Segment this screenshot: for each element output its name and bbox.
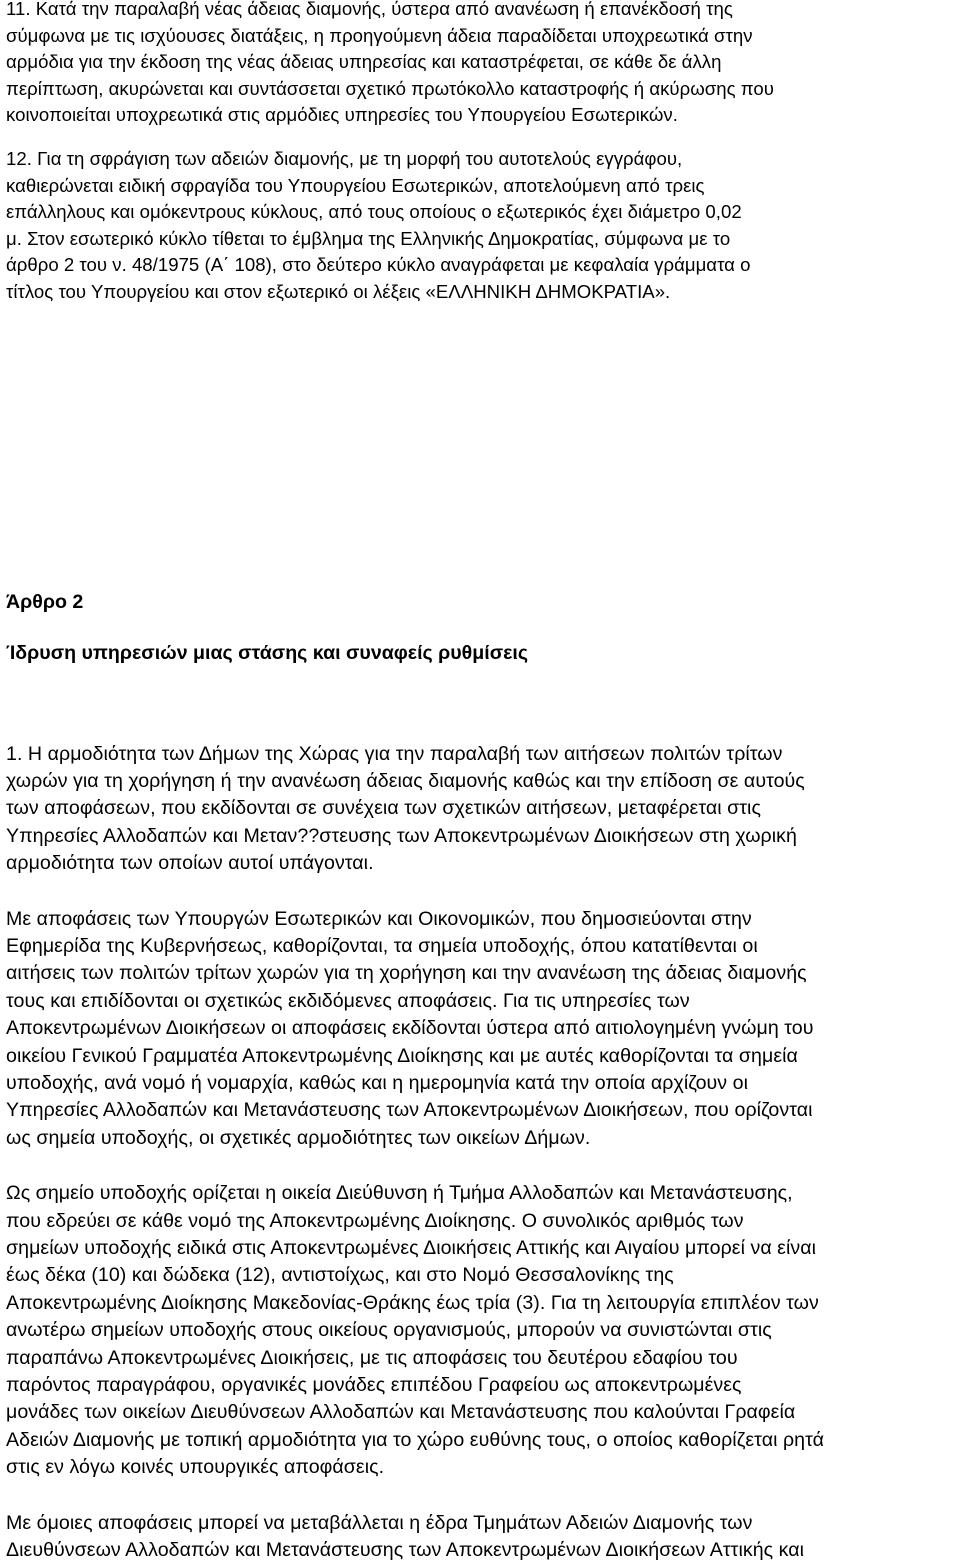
document-page — [6, 0, 952, 1565]
article-subtitle: Ίδρυση υπηρεσιών μιας στάσης και συναφείς ρυθμίσεις — [6, 641, 529, 664]
article-paragraph-4: Με όμοιες αποφάσεις μπορεί να μεταβάλλεται η έδρα Τμημάτων Αδειών Διαμονής των Διευθύνσεων Αλλοδαπών και Μετανάστευσης των Αποκεντρωμένων Διοικήσεων Αττικής και — [6, 1511, 805, 1562]
article-paragraph-2: Με αποφάσεις των Υπουργών Εσωτερικών και Οικονομικών, που δημοσιεύονται στην Εφημερίδα της Κυβερνήσεως, καθορίζονται, τα σημεία υποδοχής, όπου κατατίθενται οι αιτήσεις των πολιτών τρίτων χωρών για τη χορήγηση και την ανανέωση της άδειας διαμονής τους και επιδίδονται οι σχετικώς εκδιδόμενες αποφάσεις. Για τις υπηρεσίες των Αποκεντρωμένων Διοικήσεων οι αποφάσεις εκδίδονται ύστερα από αιτιολογημένη γνώμη του οικείου Γενικού Γραμματέα Αποκεντρωμένης Διοίκησης και με αυτές καθορίζονται τα σημεία υποδοχής, ανά νομό ή νομαρχία, καθώς και η ημερομηνία κατά την οποία αρχίζουν οι Υπηρεσίες Αλλοδαπών και Μετανάστευσης των Αποκεντρωμένων Διοικήσεων, που ορίζονται ως σημεία υποδοχής, οι σχετικές αρμοδιότητες των οικείων Δήμων. — [6, 907, 814, 1149]
paragraph-11: 11. Κατά την παραλαβή νέας άδειας διαμονής, ύστερα από ανανέωση ή επανέκδοσή της σύμφωνα με τις ισχύουσες διατάξεις, η προηγούμενη άδεια παραδίδεται υποχρεωτικά στην αρμόδια για την έκδοση της νέας άδειας υπηρεσίας και καταστρέφεται, σε κάθε δε άλλη περίπτωση, ακυρώνεται και συντάσσεται σχετικό πρωτόκολλο καταστροφής ή ακύρωσης που κοινοποιείται υποχρεωτικά στις αρμόδιες υπηρεσίες του Υπουργείου Εσωτερικών. — [6, 0, 774, 126]
paragraph-12: 12. Για τη σφράγιση των αδειών διαμονής, με τη μορφή του αυτοτελούς εγγράφου, καθιερώνεται ειδική σφραγίδα του Υπουργείου Εσωτερικών, αποτελούμενη από τρεις επάλληλους και ομόκεντρους κύκλους, από τους οποίους ο εξωτερικός έχει διάμετρο 0,02 μ. Στον εσωτερικό κύκλο τίθεται το έμβλημα της Ελληνικής Δημοκρατίας, σύμφωνα με το άρθρο 2 του ν. 48/1975 (Α΄ 108), στο δεύτερο κύκλο αναγράφεται με κεφαλαία γράμματα ο τίτλος του Υπουργείου και στον εξωτερικό οι λέξεις «ΕΛΛΗΝΙΚΗ ΔΗΜΟΚΡΑΤΙΑ». — [6, 147, 751, 302]
article-paragraph-3: Ως σημείο υποδοχής ορίζεται η οικεία Διεύθυνση ή Τμήμα Αλλοδαπών και Μετανάστευσης, που εδρεύει σε κάθε νομό της Αποκεντρωμένης Διοίκησης. Ο συνολικός αριθμός των σημείων υποδοχής ειδικά στις Αποκεντρωμένες Διοικήσεις Αττικής και Αιγαίου μπορεί να είναι έως δέκα (10) και δώδεκα (12), αντιστοίχως, και στο Νομό Θεσσαλονίκης της Αποκεντρωμένης Διοίκησης Μακεδονίας-Θράκης έως τρία (3). Για τη λειτουργία επιπλέον των ανωτέρω σημείων υποδοχής στους οικείους οργανισμούς, μπορούν να συνιστώνται στις παραπάνω Αποκεντρωμένες Διοικήσεις, με τις αποφάσεις του δευτέρου εδαφίου του παρόντος παραγράφου, οργανικές μονάδες επιπέδου Γραφείου ως αποκεντρωμένες μονάδες των οικείων Διευθύνσεων Αλλοδαπών και Μετανάστευσης που καλούνται Γραφεία Αδειών Διαμονής με τοπική αρμοδιότητα για το χώρο ευθύνης τους, ο οποίος καθορίζεται ρητά στις εν λόγω κοινές υπουργικές αποφάσεις. — [6, 1182, 824, 1479]
article-paragraph-1: 1. Η αρμοδιότητα των Δήμων της Χώρας για την παραλαβή των αιτήσεων πολιτών τρίτων χωρών για τη χορήγηση ή την ανανέωση άδειας διαμονής καθώς και την επίδοση σε αυτούς των αποφάσεων, που εκδίδονται σε συνέχεια των σχετικών αιτήσεων, μεταφέρεται στις Υπηρεσίες Αλλοδαπών και Μεταν??στευσης των Αποκεντρωμένων Διοικήσεων στη χωρική αρμοδιότητα των οποίων αυτοί υπάγονται. — [6, 742, 805, 875]
article-title: Άρθρο 2 — [6, 590, 84, 613]
